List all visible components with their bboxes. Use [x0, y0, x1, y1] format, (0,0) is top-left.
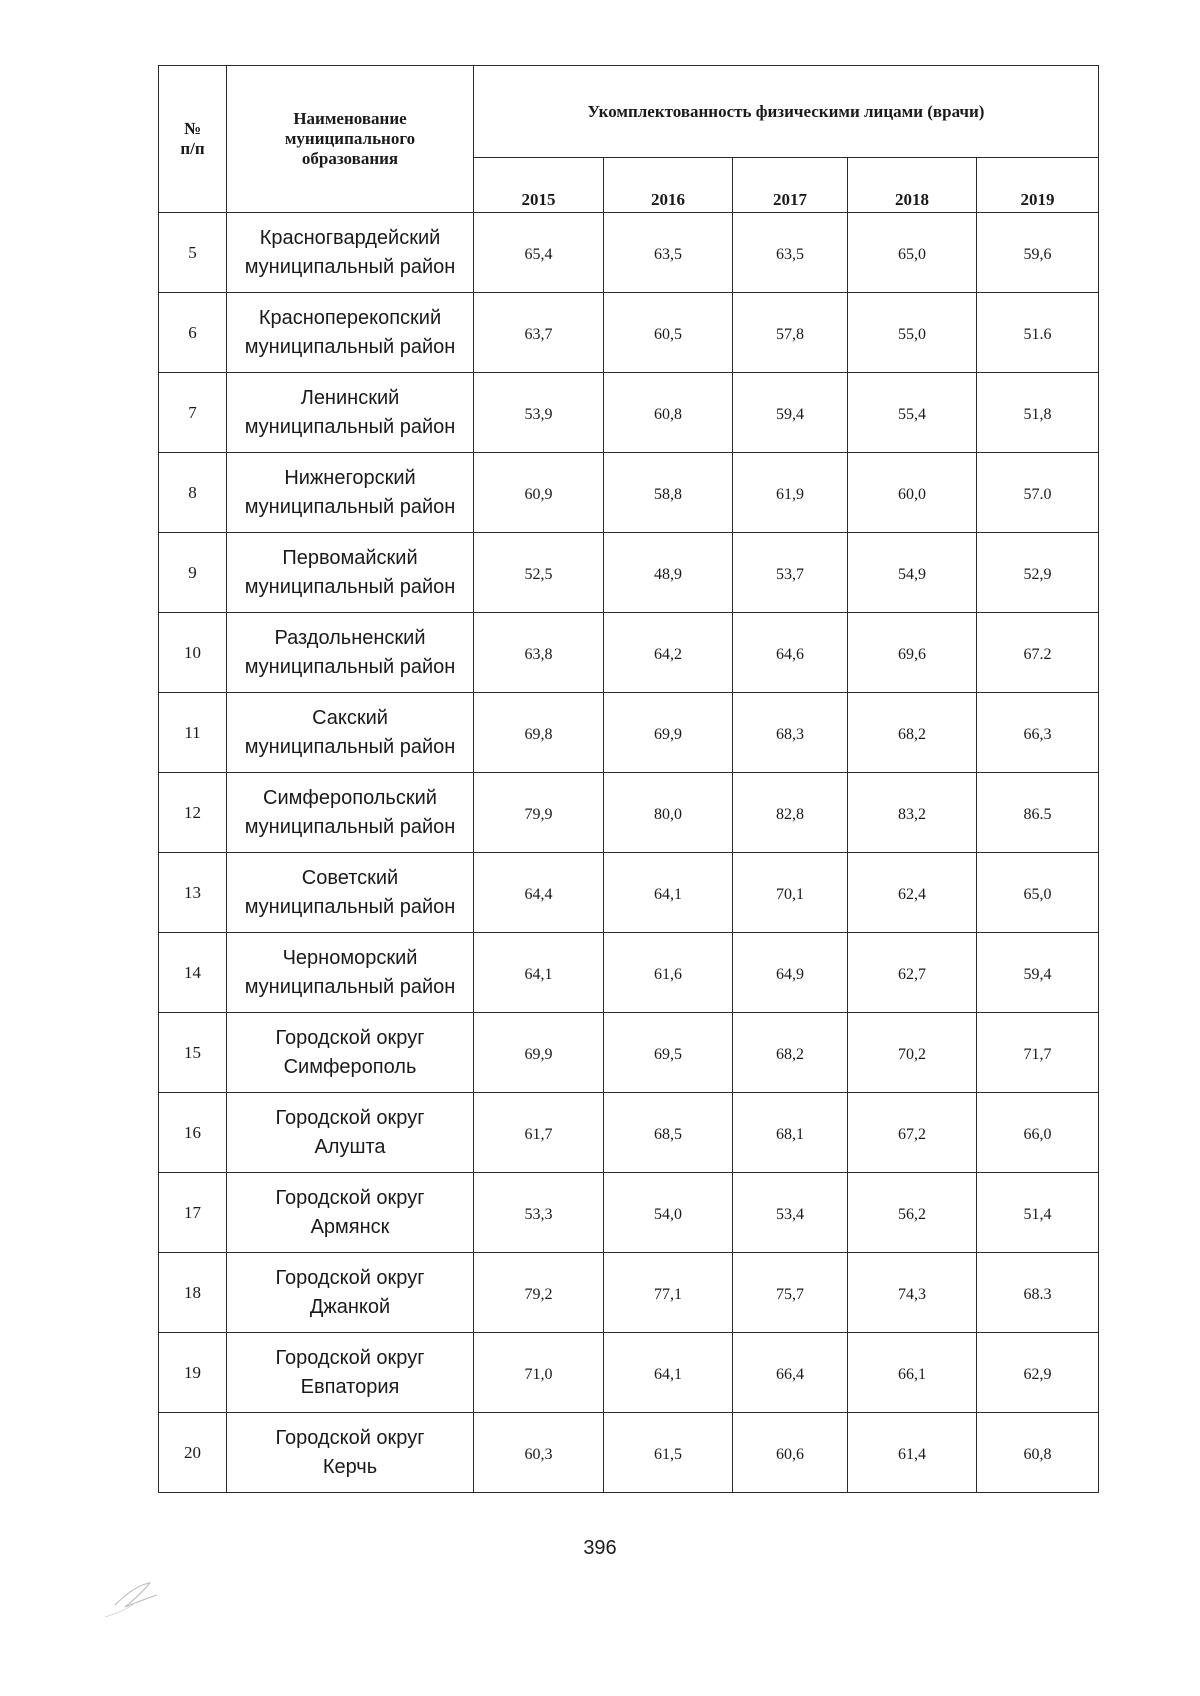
municipality-name — [227, 453, 474, 533]
value-cell-2015: 63,7 — [474, 293, 604, 373]
municipality-name-line1: Городской округ — [275, 1186, 425, 1209]
municipality-name-line2: Симферополь — [283, 1055, 417, 1078]
municipality-name-line1: Первомайский — [282, 546, 418, 569]
municipality-name — [227, 533, 474, 613]
municipality-name-line1: Ленинский — [300, 386, 400, 409]
municipality-name-line2: Джанкой — [309, 1295, 391, 1318]
municipality-name-line2: муниципальный район — [244, 255, 456, 278]
municipality-name — [227, 773, 474, 853]
value-cell-2018: 62,4 — [848, 853, 977, 933]
value-cell-2018: 70,2 — [848, 1013, 977, 1093]
municipality-name-line1: Черноморский — [282, 946, 418, 969]
value-cell-2018: 83,2 — [848, 773, 977, 853]
row-number: 10 — [159, 613, 227, 693]
value-cell-2016: 60,8 — [604, 373, 733, 453]
value-cell-2019: 66,0 — [977, 1093, 1099, 1173]
value-cell-2016: 64,2 — [604, 613, 733, 693]
value-cell-2019: 71,7 — [977, 1013, 1099, 1093]
value-cell-2015: 60,3 — [474, 1413, 604, 1493]
municipality-name — [227, 613, 474, 693]
value-cell-2017: 82,8 — [733, 773, 848, 853]
row-number: 16 — [159, 1093, 227, 1173]
table-row — [159, 213, 1099, 293]
value-cell-2017: 68,1 — [733, 1093, 848, 1173]
municipality-name-line2: муниципальный район — [244, 655, 456, 678]
municipality-name — [227, 1333, 474, 1413]
row-number: 14 — [159, 933, 227, 1013]
table-row — [159, 693, 1099, 773]
header-number-line2: п/п — [180, 139, 205, 158]
value-cell-2016: 61,5 — [604, 1413, 733, 1493]
value-cell-2015: 79,9 — [474, 773, 604, 853]
municipality-name — [227, 693, 474, 773]
value-cell-2018: 61,4 — [848, 1413, 977, 1493]
value-cell-2017: 64,9 — [733, 933, 848, 1013]
table-row — [159, 1333, 1099, 1413]
value-cell-2016: 60,5 — [604, 293, 733, 373]
value-cell-2017: 61,9 — [733, 453, 848, 533]
municipality-name — [227, 1413, 474, 1493]
municipality-name-line2: Керчь — [322, 1455, 378, 1478]
header-name: Наименование муниципального образования — [227, 66, 474, 213]
municipality-name-line2: муниципальный район — [244, 415, 456, 438]
row-number: 20 — [159, 1413, 227, 1493]
value-cell-2015: 79,2 — [474, 1253, 604, 1333]
value-cell-2016: 48,9 — [604, 533, 733, 613]
value-cell-2019: 65,0 — [977, 853, 1099, 933]
header-number-line1: № — [183, 119, 202, 138]
value-cell-2019: 51,4 — [977, 1173, 1099, 1253]
row-number: 13 — [159, 853, 227, 933]
header-group: Укомплектованность физическими лицами (врачи) — [474, 66, 1099, 158]
value-cell-2017: 68,2 — [733, 1013, 848, 1093]
value-cell-2018: 62,7 — [848, 933, 977, 1013]
municipality-name — [227, 1173, 474, 1253]
value-cell-2015: 64,4 — [474, 853, 604, 933]
table-row — [159, 293, 1099, 373]
table-row — [159, 1013, 1099, 1093]
value-cell-2018: 69,6 — [848, 613, 977, 693]
municipality-name-line2: муниципальный район — [244, 895, 456, 918]
row-number: 17 — [159, 1173, 227, 1253]
municipality-name-line2: Евпатория — [300, 1375, 400, 1398]
municipality-name — [227, 933, 474, 1013]
table-row — [159, 1413, 1099, 1493]
municipality-name — [227, 293, 474, 373]
municipality-name-line1: Городской округ — [275, 1106, 425, 1129]
row-number: 6 — [159, 293, 227, 373]
value-cell-2016: 69,5 — [604, 1013, 733, 1093]
row-number: 11 — [159, 693, 227, 773]
municipality-name-line2: муниципальный район — [244, 575, 456, 598]
municipality-name-line2: муниципальный район — [244, 975, 456, 998]
table-row — [159, 613, 1099, 693]
row-number: 18 — [159, 1253, 227, 1333]
value-cell-2019: 57.0 — [977, 453, 1099, 533]
header-year-2017: 2017 — [733, 158, 848, 213]
value-cell-2015: 52,5 — [474, 533, 604, 613]
header-year-2019: 2019 — [977, 158, 1099, 213]
value-cell-2019: 59,4 — [977, 933, 1099, 1013]
value-cell-2018: 60,0 — [848, 453, 977, 533]
value-cell-2019: 51.6 — [977, 293, 1099, 373]
municipality-name-line1: Раздольненский — [274, 626, 426, 649]
value-cell-2016: 54,0 — [604, 1173, 733, 1253]
value-cell-2017: 63,5 — [733, 213, 848, 293]
value-cell-2019: 60,8 — [977, 1413, 1099, 1493]
municipality-name-line1: Красноперекопский — [258, 306, 442, 329]
value-cell-2015: 60,9 — [474, 453, 604, 533]
municipality-name-line1: Городской округ — [275, 1026, 425, 1049]
value-cell-2016: 61,6 — [604, 933, 733, 1013]
value-cell-2017: 68,3 — [733, 693, 848, 773]
municipality-name — [227, 853, 474, 933]
value-cell-2018: 56,2 — [848, 1173, 977, 1253]
value-cell-2018: 55,0 — [848, 293, 977, 373]
staffing-table — [158, 65, 1099, 1493]
value-cell-2019: 52,9 — [977, 533, 1099, 613]
value-cell-2019: 66,3 — [977, 693, 1099, 773]
value-cell-2017: 70,1 — [733, 853, 848, 933]
municipality-name-line1: Красногвардейский — [259, 226, 441, 249]
table-row — [159, 1093, 1099, 1173]
value-cell-2017: 64,6 — [733, 613, 848, 693]
header-year-2018: 2018 — [848, 158, 977, 213]
municipality-name-line2: муниципальный район — [244, 335, 456, 358]
row-number: 8 — [159, 453, 227, 533]
value-cell-2016: 64,1 — [604, 853, 733, 933]
value-cell-2015: 53,3 — [474, 1173, 604, 1253]
table-row — [159, 453, 1099, 533]
value-cell-2015: 61,7 — [474, 1093, 604, 1173]
value-cell-2015: 53,9 — [474, 373, 604, 453]
row-number: 12 — [159, 773, 227, 853]
value-cell-2018: 54,9 — [848, 533, 977, 613]
municipality-name-line1: Советский — [301, 866, 399, 889]
header-number — [159, 66, 227, 213]
table-row — [159, 1253, 1099, 1333]
value-cell-2018: 55,4 — [848, 373, 977, 453]
value-cell-2017: 53,7 — [733, 533, 848, 613]
municipality-name-line1: Симферопольский — [263, 786, 437, 809]
row-number: 7 — [159, 373, 227, 453]
municipality-name — [227, 1013, 474, 1093]
value-cell-2017: 75,7 — [733, 1253, 848, 1333]
value-cell-2015: 64,1 — [474, 933, 604, 1013]
value-cell-2016: 69,9 — [604, 693, 733, 773]
header-year-2016: 2016 — [604, 158, 733, 213]
row-number: 19 — [159, 1333, 227, 1413]
table-row — [159, 373, 1099, 453]
value-cell-2016: 63,5 — [604, 213, 733, 293]
municipality-name-line1: Нижнегорский — [284, 466, 416, 489]
row-number: 15 — [159, 1013, 227, 1093]
value-cell-2019: 68.3 — [977, 1253, 1099, 1333]
municipality-name-line2: муниципальный район — [244, 815, 456, 838]
value-cell-2016: 64,1 — [604, 1333, 733, 1413]
municipality-name-line2: Алушта — [314, 1135, 386, 1158]
value-cell-2019: 51,8 — [977, 373, 1099, 453]
value-cell-2017: 66,4 — [733, 1333, 848, 1413]
header-year-2015: 2015 — [474, 158, 604, 213]
municipality-name-line2: Армянск — [310, 1215, 390, 1238]
municipality-name-line1: Городской округ — [275, 1426, 425, 1449]
value-cell-2016: 68,5 — [604, 1093, 733, 1173]
value-cell-2019: 86.5 — [977, 773, 1099, 853]
municipality-name-line2: муниципальный район — [244, 735, 456, 758]
value-cell-2017: 57,8 — [733, 293, 848, 373]
municipality-name — [227, 373, 474, 453]
row-number: 9 — [159, 533, 227, 613]
table-row — [159, 1173, 1099, 1253]
value-cell-2017: 59,4 — [733, 373, 848, 453]
value-cell-2018: 67,2 — [848, 1093, 977, 1173]
page-number: 396 — [583, 1537, 617, 1559]
table-row — [159, 773, 1099, 853]
value-cell-2019: 59,6 — [977, 213, 1099, 293]
municipality-name — [227, 1253, 474, 1333]
value-cell-2015: 63,8 — [474, 613, 604, 693]
value-cell-2015: 69,8 — [474, 693, 604, 773]
table-row — [159, 933, 1099, 1013]
table-row — [159, 853, 1099, 933]
value-cell-2019: 62,9 — [977, 1333, 1099, 1413]
value-cell-2018: 66,1 — [848, 1333, 977, 1413]
value-cell-2015: 69,9 — [474, 1013, 604, 1093]
value-cell-2019: 67.2 — [977, 613, 1099, 693]
value-cell-2016: 58,8 — [604, 453, 733, 533]
value-cell-2017: 53,4 — [733, 1173, 848, 1253]
table-row — [159, 533, 1099, 613]
value-cell-2015: 71,0 — [474, 1333, 604, 1413]
value-cell-2016: 80,0 — [604, 773, 733, 853]
value-cell-2018: 65,0 — [848, 213, 977, 293]
handwritten-mark-icon — [95, 1555, 185, 1625]
value-cell-2015: 65,4 — [474, 213, 604, 293]
value-cell-2018: 68,2 — [848, 693, 977, 773]
municipality-name — [227, 1093, 474, 1173]
municipality-name-line1: Городской округ — [275, 1266, 425, 1289]
municipality-name-line1: Городской округ — [275, 1346, 425, 1369]
municipality-name-line1: Сакский — [312, 706, 388, 729]
municipality-name-line2: муниципальный район — [244, 495, 456, 518]
value-cell-2018: 74,3 — [848, 1253, 977, 1333]
value-cell-2016: 77,1 — [604, 1253, 733, 1333]
municipality-name — [227, 213, 474, 293]
row-number: 5 — [159, 213, 227, 293]
value-cell-2017: 60,6 — [733, 1413, 848, 1493]
